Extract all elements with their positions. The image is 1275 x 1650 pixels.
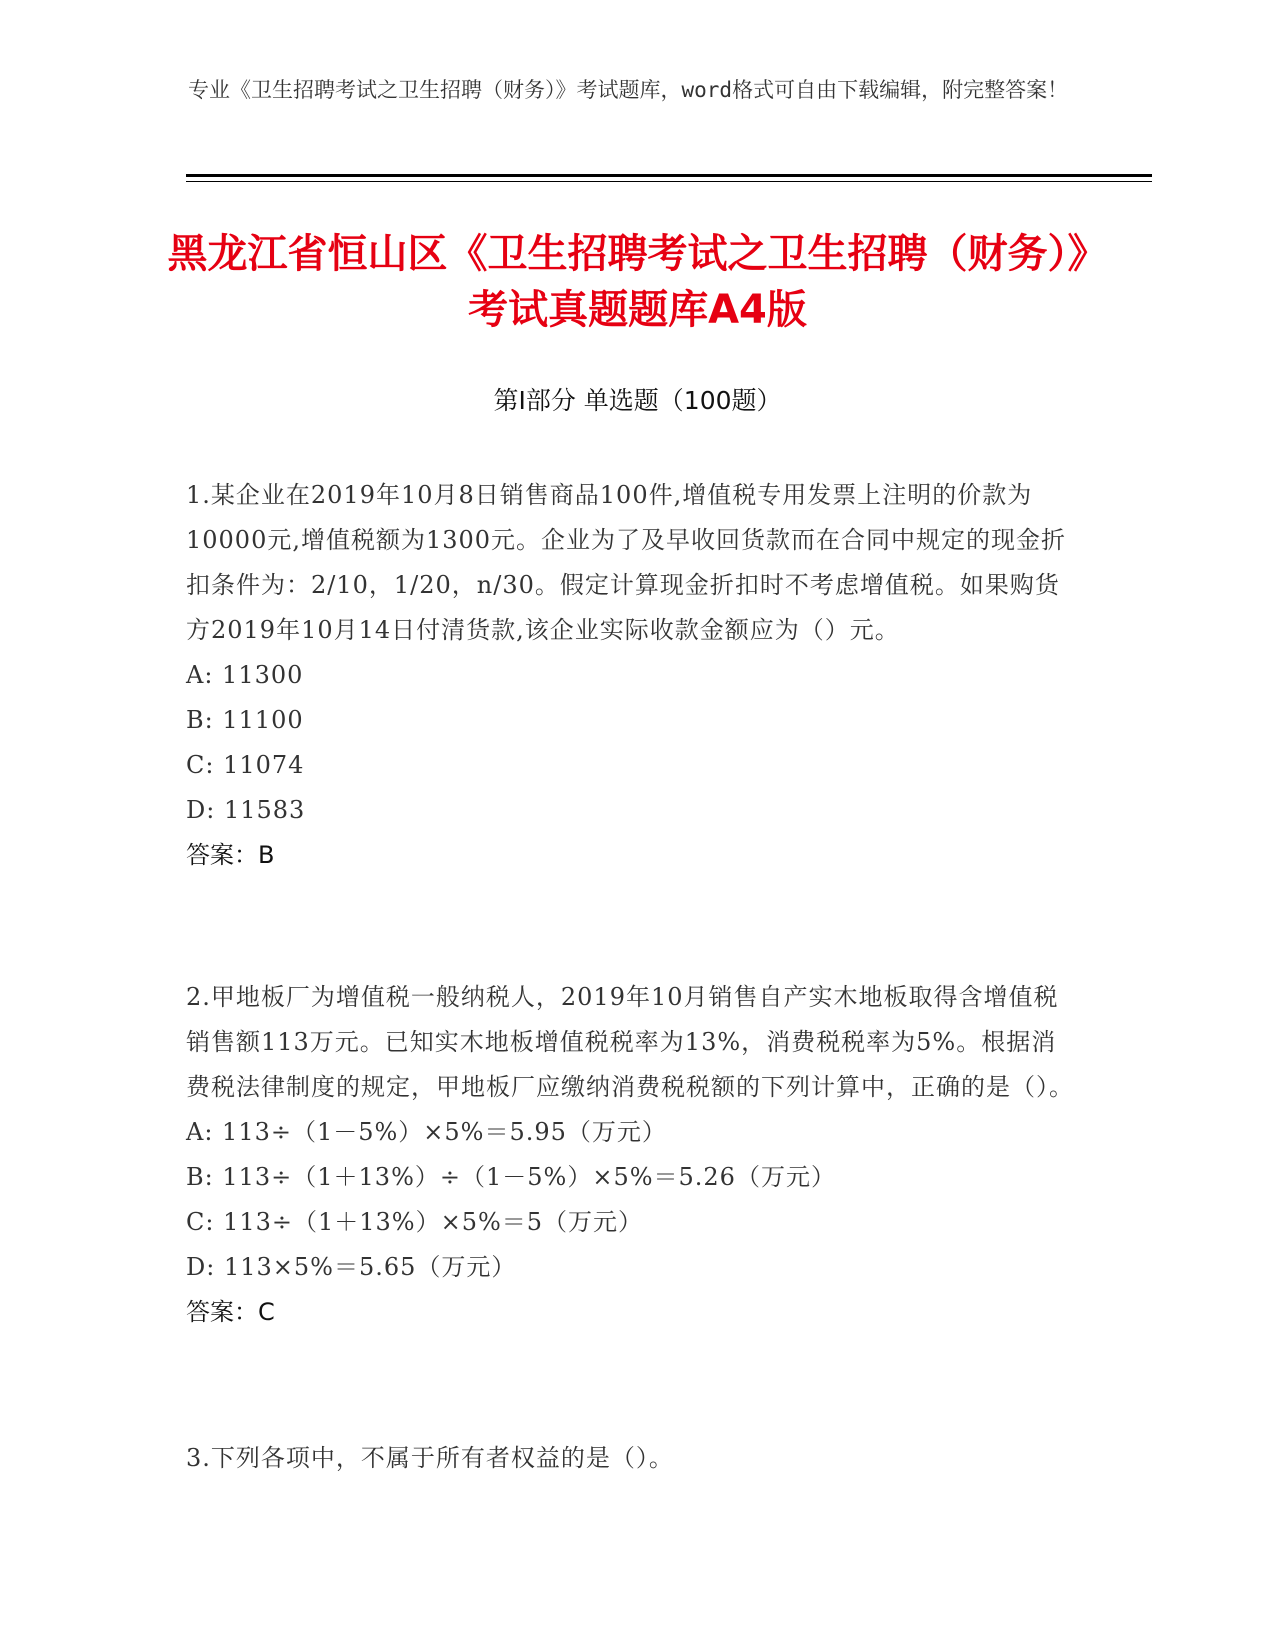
option-b: B: 113÷（1＋13%）÷（1－5%）×5%＝5.26（万元） [186, 1163, 836, 1191]
option-a: A: 113÷（1－5%）×5%＝5.95（万元） [186, 1118, 667, 1146]
answer-line: 答案：B [186, 841, 275, 869]
question-stem: 1.某企业在2019年10月8日销售商品100件,增值税专用发票上注明的价款为10000元,增值税额为1300元。企业为了及早收回货款而在合同中规定的现金折扣条件为：2/10，1/20，n/30。假定计算现金折扣时不考虑增值税。如果购货方2019年10月14日付清货款,该企业实际收款金额应为（）元。 [186, 481, 1067, 644]
document-title: 黑龙江省恒山区《卫生招聘考试之卫生招聘（财务）》考试真题题库A4版 [167, 231, 1108, 333]
answer-line: 答案：C [186, 1298, 275, 1326]
question-2 [186, 975, 1076, 1335]
question-3 [186, 1436, 1076, 1481]
header-note: 专业《卫生招聘考试之卫生招聘（财务）》考试题库，word格式可自由下载编辑，附完整答案！ [188, 78, 1069, 102]
option-b: B: 11100 [186, 706, 304, 734]
option-d: D: 113×5%＝5.65（万元） [186, 1253, 517, 1281]
question-stem: 2.甲地板厂为增值税一般纳税人，2019年10月销售自产实木地板取得含增值税销售额113万元。已知实木地板增值税税率为13%，消费税税率为5%。根据消费税法律制度的规定，甲地板厂应缴纳消费税税额的下列计算中，正确的是（）。 [186, 983, 1074, 1101]
section-heading: 第I部分 单选题（100题） [493, 386, 782, 415]
option-d: D: 11583 [186, 796, 306, 824]
header-divider-thin [186, 181, 1152, 182]
question-stem: 3.下列各项中，不属于所有者权益的是（）。 [186, 1444, 674, 1472]
option-c: C: 11074 [186, 751, 305, 779]
option-a: A: 11300 [186, 661, 304, 689]
option-c: C: 113÷（1＋13%）×5%＝5（万元） [186, 1208, 644, 1236]
header-divider-thick [186, 174, 1152, 177]
question-1 [186, 473, 1076, 878]
